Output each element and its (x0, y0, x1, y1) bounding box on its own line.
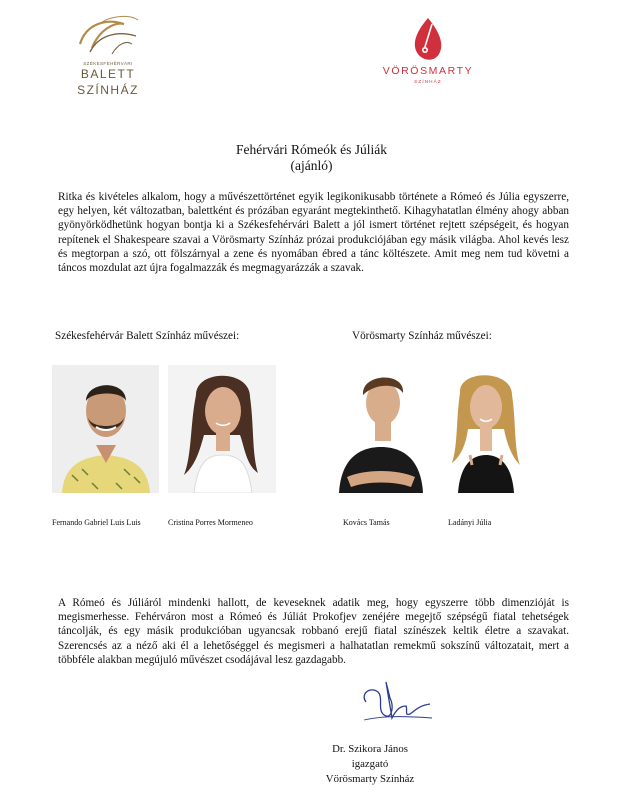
artist-photo (168, 365, 276, 493)
artist-caption: Fernando Gabriel Luis Luis (52, 518, 141, 527)
closing-paragraph: A Rómeó és Júliáról mindenki hallott, de keveseknek adatik meg, hogy egyszerre több dimenzióját is megismerhesse. Fehérváron most a Rómeó és Júliát Prokofjev zenéjére megejtő szépségű fiatal tehetségek táncolják, és egy másik produkcióban ugyancsak robbanó erejű fiatal színészek keltik életre a szavakat. Szerencsés az a néző aki él a lehetőséggel és megismeri a halhatatlan remekmű sokszínű változatait, mert a többféle alakban megújuló művészet csodájával lesz gazdagabb. (58, 597, 569, 666)
signer-role: igazgató (351, 758, 389, 770)
vorosmarty-logo (378, 16, 478, 96)
page-subtitle: (ajánló) (290, 158, 333, 173)
artist-caption: Ladányi Júlia (448, 518, 492, 527)
intro-paragraph: Ritka és kivételes alkalom, hogy a művészettörténet egyik legikonikusabb története a Rómeó és Júlia egyszerre, egy helyen, két változatban, balettként és prózában egyaránt megtekinthető. Kihagyhatatlan élmény ahogy abban gyönyörködhetünk hogyan bontja ki a Székesfehérvári Balett a jól ismert történet rejtett szépségeit, és hogyan repítenek el Shakespeare szavai a Vörösmarty Színház prózai produkciójában egy másik világba. Ahol kevés lesz és megtorpan a szó, ott fölszárnyal a zene és nyomában ébred a tánc költészete. Amit meg nem tud követni a táncos mozdulat azt újra fogalmazzák és megmagyarázzák a szavak. (58, 191, 569, 275)
logo-left-line2: BALETT (80, 67, 136, 81)
artist-caption: Cristina Porres Mormeneo (168, 518, 253, 527)
signer-organization: Vörösmarty Színház (325, 773, 415, 785)
logo-left-line1: SZÉKESFEHÉRVÁRI (83, 61, 133, 66)
logo-left-line3: SZÍNHÁZ (77, 83, 139, 97)
signer-name: Dr. Szikora János (332, 743, 408, 755)
artist-photo (440, 365, 531, 493)
balett-artists-heading: Székesfehérvár Balett Színház művészei: (55, 330, 240, 342)
logo-right-line2: SZÍNHÁZ (414, 79, 442, 84)
quill-drop-icon (378, 16, 478, 64)
balett-logo (72, 14, 144, 104)
artist-photo (325, 365, 437, 493)
page-title: Fehérvári Rómeók és Júliák (235, 142, 388, 157)
logo-right-line1: VÖRÖSMARTY (382, 65, 474, 77)
vorosmarty-artists-heading: Vörösmarty Színház művészei: (352, 330, 492, 342)
artist-caption: Kovács Tamás (343, 518, 390, 527)
artist-photo (52, 365, 159, 493)
handwritten-signature (356, 676, 436, 726)
dancer-swoosh-icon (72, 14, 144, 62)
